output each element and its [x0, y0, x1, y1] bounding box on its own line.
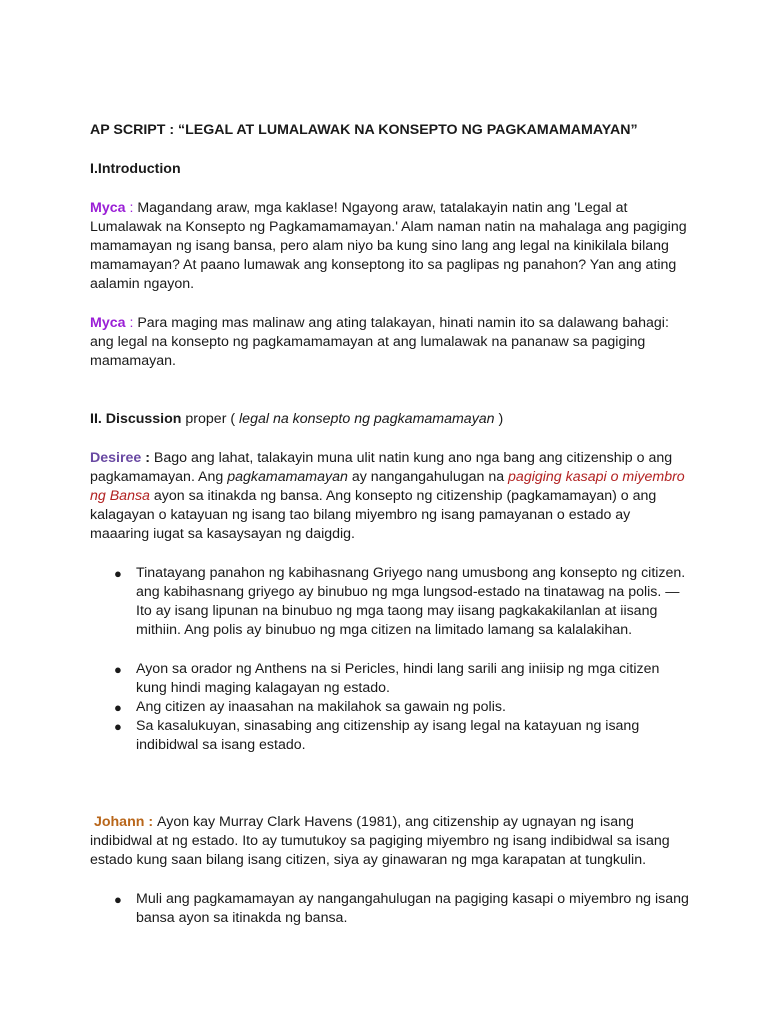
list-item-text: Tinatayang panahon ng kabihasnang Griyego nang umusbong ang konsepto ng citizen. ang kabihasnang griyego ay binubuo ng mga lungsod-estado na tinatawag na polis. — Ito ay isang lipunan na binubuo ng mga taong may iisang pagkakakilanlan at iisang mithiin. Ang polis ay binubuo ng mga citizen na limitado lamang sa kalalakihan. — [136, 565, 686, 638]
bullet-icon: ● — [114, 700, 122, 715]
intro-heading: I.Introduction — [90, 161, 181, 177]
bullet-list-c — [90, 890, 690, 928]
list-item-text: Sa kasalukuyan, sinasabing ang citizenship ay isang legal na katayuan ng isang indibidwal sa isang estado. — [136, 718, 640, 753]
list-item — [90, 890, 690, 928]
johann-text: Ayon kay Murray Clark Havens (1981), ang citizenship ay ugnayan ng isang indibidwal at ng estado. Ito ay tumutukoy sa pagiging miyembro ng isang indibidwal sa isang estado kung saan bilang isang citizen, siya ay ginawaran ng mga karapatan at tungkulin. — [90, 814, 670, 868]
desiree-text-1: Bago ang lahat, talakayin muna ulit natin kung ano nga bang ang citizenship o ang pagkamamayan. Ang — [90, 450, 673, 485]
myca-text-2: Para maging mas malinaw ang ating talakayan, hinati namin ito sa dalawang bahagi: ang legal na konsepto ng pagkamamamayan at ang lumalawak na pananaw sa pagiging mamamayan. — [90, 315, 669, 369]
document-title: AP SCRIPT : “LEGAL AT LUMALAWAK NA KONSEPTO NG PAGKAMAMAMAYAN” — [90, 122, 638, 138]
bullet-icon: ● — [114, 566, 122, 581]
bullet-icon: ● — [114, 719, 122, 734]
speaker-separator: : — [125, 315, 138, 331]
list-item — [90, 660, 690, 698]
speaker-separator: : — [141, 450, 154, 466]
speaker-separator: : — [125, 200, 138, 216]
discussion-heading-end: ) — [494, 411, 504, 427]
list-item — [90, 717, 690, 755]
speaker-johann: Johann — [93, 814, 145, 830]
discussion-heading-rest: proper ( — [181, 411, 240, 427]
speaker-myca: Myca — [90, 200, 126, 216]
desiree-text-highlight: pagiging kasapi o miyembro ng Bansa — [90, 469, 685, 504]
speaker-desiree: Desiree — [90, 450, 142, 466]
discussion-heading-italic: legal na konsepto ng pagkamamamayan — [239, 411, 495, 427]
bullet-icon: ● — [114, 892, 122, 907]
myca-paragraph-2 — [90, 314, 690, 371]
list-item — [90, 564, 690, 640]
desiree-text-5: ayon sa itinakda ng bansa. Ang konsepto ng citizenship (pagkamamayan) o ang kalagayan o katayuan ng isang tao bilang miyembro ng isang pamayanan o estado ay maaaring iugat sa kasaysayan ng daigdig. — [90, 488, 657, 542]
myca-paragraph-1 — [90, 199, 690, 294]
speaker-separator: : — [144, 814, 158, 830]
document-page — [90, 121, 690, 928]
discussion-heading — [90, 410, 690, 429]
myca-text-1: Magandang araw, mga kaklase! Ngayong araw, tatalakayin natin ang 'Legal at Lumalawak na Konsepto ng Pagkamamamayan.' Alam naman natin na mahalaga ang pagiging mamamayan ng isang bansa, pero alam niyo ba kung sino lang ang legal na kinikilala bilang mamamayan? At paano lumawak ang konseptong ito sa paglipas ng panahon? Yan ang ating aalamin ngayon. — [90, 200, 687, 292]
desiree-paragraph — [90, 449, 690, 544]
bullet-icon: ● — [114, 662, 122, 677]
list-item — [90, 698, 690, 717]
bullet-list-a — [90, 564, 690, 640]
desiree-text-3: ay nangangahulugan na — [347, 469, 509, 485]
list-item-text: Ang citizen ay inaasahan na makilahok sa gawain ng polis. — [136, 699, 506, 715]
list-item-text: Muli ang pagkamamayan ay nangangahulugan na pagiging kasapi o miyembro ng isang bansa ayon sa itinakda ng bansa. — [136, 891, 689, 926]
discussion-heading-bold: II. Discussion — [90, 411, 182, 427]
speaker-myca: Myca — [90, 315, 126, 331]
bullet-list-b — [90, 660, 690, 755]
johann-paragraph — [90, 813, 690, 870]
desiree-text-italic: pagkamamamayan — [227, 469, 348, 485]
list-item-text: Ayon sa orador ng Anthens na si Pericles, hindi lang sarili ang iniisip ng mga citizen kung hindi maging kalagayan ng estado. — [136, 661, 660, 696]
